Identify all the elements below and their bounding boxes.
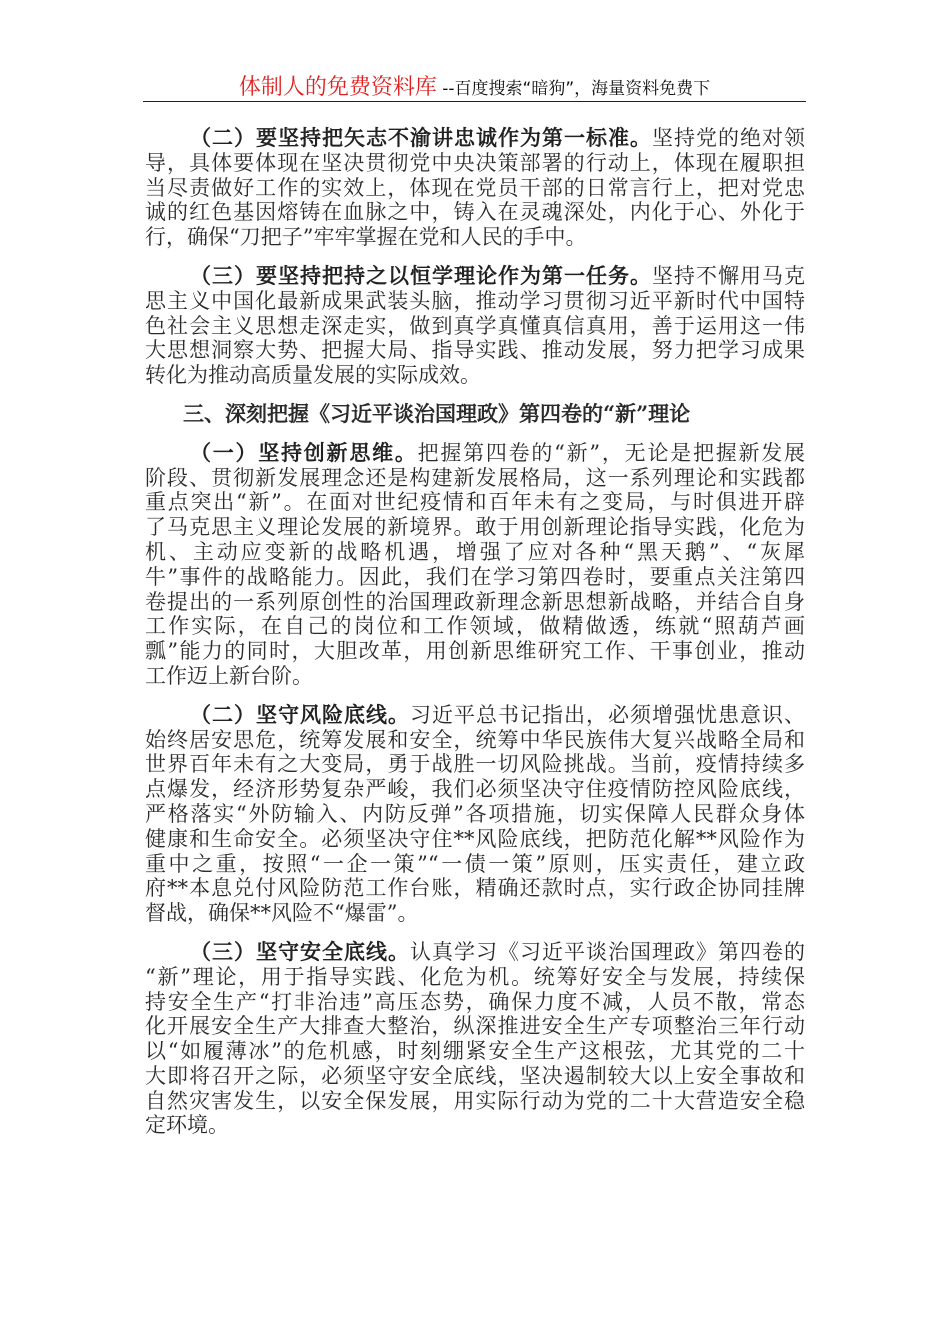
paragraph-line: 转化为推动高质量发展的实际成效。: [145, 363, 481, 388]
paragraph-line: 健康和生命安全。必须坚决守住**风险底线，把防范化解**风险作为: [145, 826, 805, 851]
section-heading: [145, 402, 805, 427]
paragraph-line: 当尽责做好工作的实效上，体现在党员干部的日常言行上，把对党忠: [145, 175, 805, 200]
paragraph-line: 定环境。: [145, 1113, 229, 1138]
paragraph-line: 世界百年未有之大变局，勇于战胜一切风险挑战。当前，疫情持续多: [145, 752, 805, 777]
paragraph-line: “新”理论，用于指导实践、化危为机。统筹好安全与发展，持续保: [145, 964, 805, 989]
paragraph-line: 以“如履薄冰”的危机感，时刻绷紧安全生产这根弦，尤其党的二十: [145, 1039, 805, 1064]
paragraph-line: 牛”事件的战略能力。因此，我们在学习第四卷时，要重点关注第四: [145, 564, 805, 589]
header-divider: [143, 101, 806, 102]
document-body: [145, 126, 805, 1152]
paragraph-line: 瓢”能力的同时，大胆改革，用创新思维研究工作、干事创业，推动: [145, 639, 805, 664]
header-subtitle: --百度搜索“暗狗”，海量资料免费下: [436, 79, 711, 99]
paragraph-line: 自然灾害发生，以安全保发展，用实际行动为党的二十大营造安全稳: [145, 1088, 805, 1113]
paragraph-line: 思主义中国化最新成果武装头脑，推动学习贯彻习近平新时代中国特: [145, 288, 805, 313]
paragraph-line: 府**本息兑付风险防范工作台账，精确还款时点，实行政企协同挂牌: [145, 876, 805, 901]
paragraph-line: [145, 940, 805, 965]
paragraph-lead: （二）要坚持把矢志不渝讲忠诚作为第一标准。: [190, 125, 652, 150]
paragraph-line: [145, 703, 805, 728]
paragraph-line: [145, 126, 805, 151]
paragraph-line: 诚的红色基因熔铸在血脉之中，铸入在灵魂深处，内化于心、外化于: [145, 200, 805, 225]
page-header: [143, 70, 806, 101]
paragraph-line: [145, 441, 805, 466]
paragraph-safety-bottom-line: [145, 940, 805, 1138]
header-brand: 体制人的免费资料库: [238, 75, 437, 100]
paragraph-line: 导，具体要体现在坚决贯彻党中央决策部署的行动上，体现在履职担: [145, 150, 805, 175]
paragraph-line: 行，确保“刀把子”牢牢掌握在党和人民的手中。: [145, 225, 587, 250]
paragraph-loyalty: [145, 126, 805, 250]
paragraph-line: 机、主动应变新的战略机遇，增强了应对各种“黑天鹅”、“灰犀: [145, 539, 805, 564]
paragraph-line: 了马克思主义理论发展的新境界。敢于用创新理论指导实践，化危为: [145, 515, 805, 540]
paragraph-text: 认真学习《习近平谈治国理政》第四卷的: [410, 939, 805, 964]
paragraph-line: 卷提出的一系列原创性的治国理政新理念新思想新战略，并结合自身: [145, 589, 805, 614]
paragraph-lead: （三）要坚持把持之以恒学理论作为第一任务。: [190, 262, 652, 288]
paragraph-risk-bottom-line: [145, 703, 805, 926]
paragraph-line: 阶段、贯彻新发展理念还是构建新发展格局，这一系列理论和实践都: [145, 465, 805, 490]
paragraph-theory: [145, 264, 805, 388]
paragraph-line: 严格落实“外防输入、内防反弹”各项措施，切实保障人民群众身体: [145, 801, 805, 826]
paragraph-line: 始终居安思危，统筹发展和安全，统筹中华民族伟大复兴战略全局和: [145, 727, 805, 752]
section-heading-text: 三、深刻把握《习近平谈治国理政》第四卷的“新”理论: [183, 400, 691, 426]
paragraph-lead: （三）坚守安全底线。: [190, 938, 410, 964]
paragraph-line: 大思想洞察大势、把握大局、指导实践、推动发展，努力把学习成果: [145, 338, 805, 363]
paragraph-line: 持安全生产“打非治违”高压态势，确保力度不减，人员不散，常态: [145, 989, 805, 1014]
paragraph-line: 化开展安全生产大排查大整治，纵深推进安全生产专项整治三年行动: [145, 1014, 805, 1039]
paragraph-text: 习近平总书记指出，必须增强忧患意识、: [410, 702, 805, 727]
paragraph-lead: （一）坚持创新思维。: [190, 439, 418, 465]
paragraph-line: 工作实际，在自己的岗位和工作领域，做精做透，练就“照葫芦画: [145, 614, 805, 639]
paragraph-line: 色社会主义思想走深走实，做到真学真懂真信真用，善于运用这一伟: [145, 313, 805, 338]
paragraph-line: 督战，确保**风险不“爆雷”。: [145, 901, 419, 926]
paragraph-text: 把握第四卷的“新”，无论是把握新发展: [417, 440, 805, 465]
paragraph-lead: （二）坚守风险底线。: [190, 701, 410, 727]
paragraph-line: 重中之重，按照“一企一策”“一债一策”原则，压实责任，建立政: [145, 851, 805, 876]
paragraph-line: 重点突出“新”。在面对世纪疫情和百年未有之变局，与时俱进开辟: [145, 490, 805, 515]
paragraph-line: 点爆发，经济形势复杂严峻，我们必须坚决守住疫情防控风险底线，: [145, 777, 805, 802]
paragraph-text: 坚持党的绝对领: [652, 126, 805, 150]
paragraph-line: 大即将召开之际，必须坚守安全底线，坚决遏制较大以上安全事故和: [145, 1063, 805, 1088]
paragraph-line: 工作迈上新台阶。: [145, 663, 313, 688]
paragraph-text: 坚持不懈用马克: [652, 263, 805, 288]
paragraph-line: [145, 264, 805, 289]
paragraph-innovation: [145, 441, 805, 689]
